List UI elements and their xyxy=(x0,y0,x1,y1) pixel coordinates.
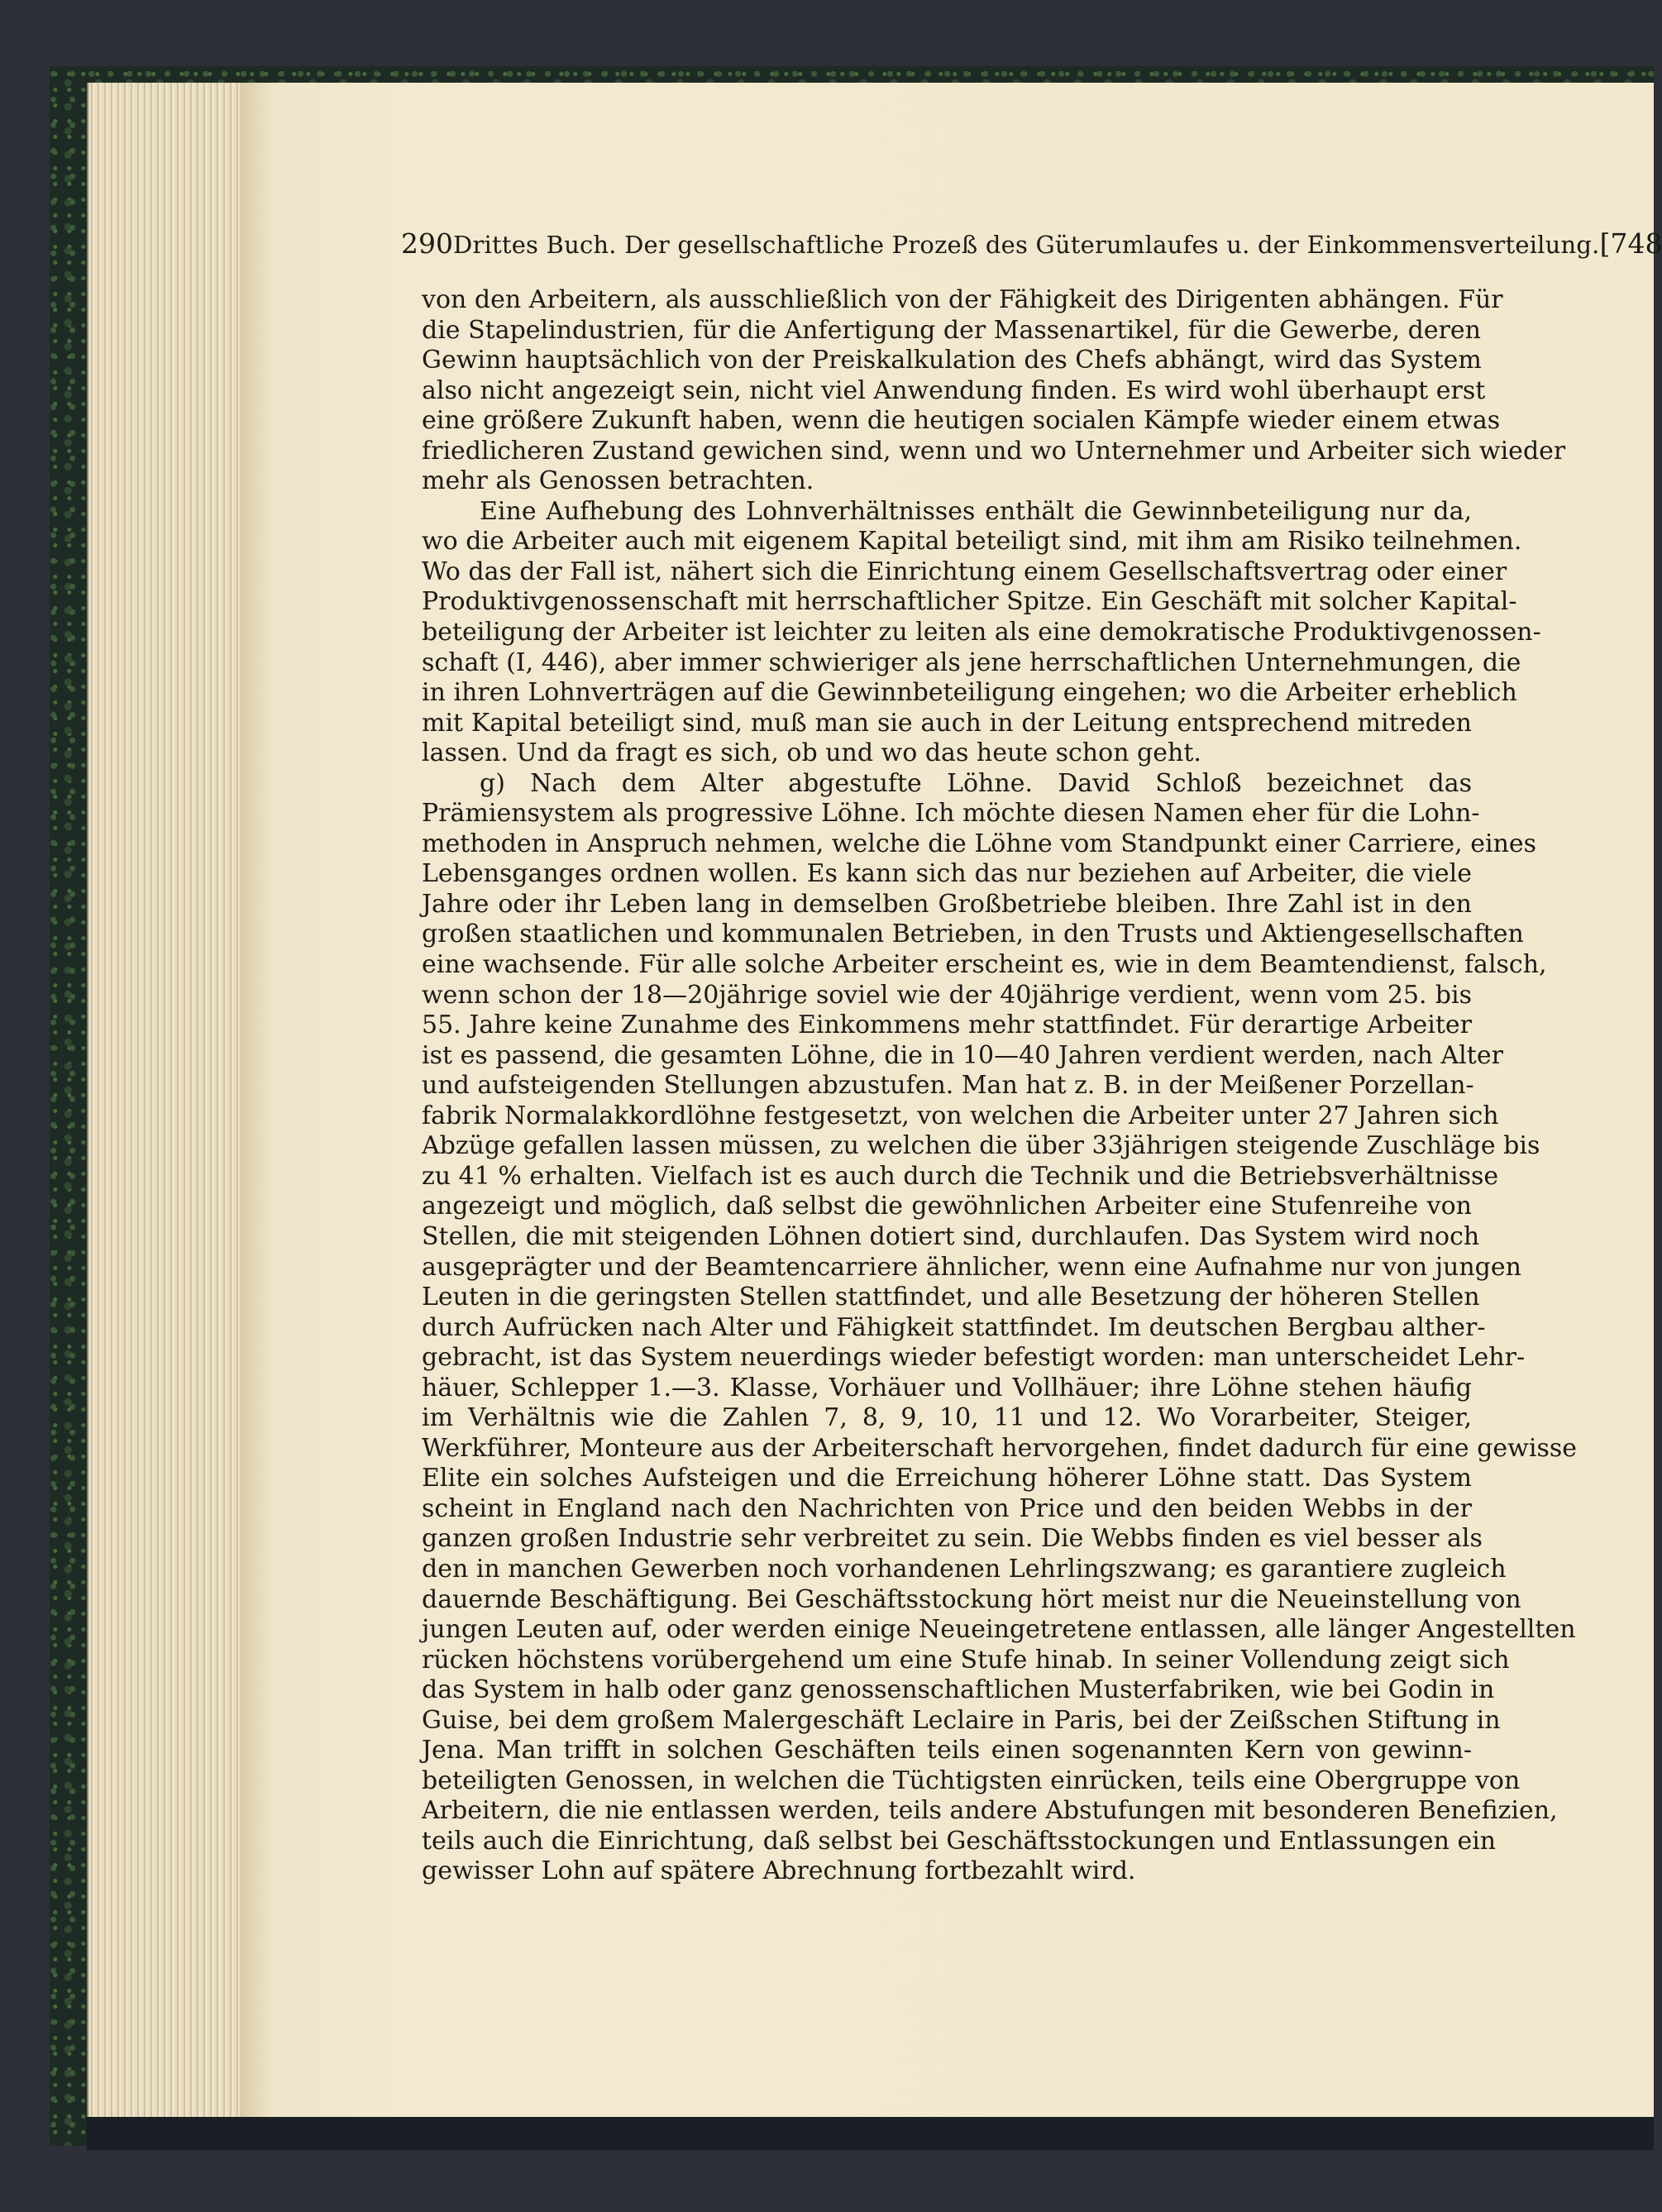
text-line: Abzüge gefallen lassen müssen, zu welchen die über 33jährigen steigende Zuschläge bis xyxy=(422,1131,1540,1161)
section-heading-line: g) Nach dem Alter abgestufte Löhne. David Schloß bezeichnet das xyxy=(480,768,1472,798)
text-line: teils auch die Einrichtung, daß selbst bei Geschäftsstockungen und Entlassungen ein xyxy=(422,1826,1497,1856)
text-line: Jahre oder ihr Leben lang in demselben Großbetriebe bleiben. Ihre Zahl ist in den xyxy=(422,889,1472,919)
text-line: schaft (I, 446), aber immer schwieriger als jene herrschaftlichen Unternehmungen, die xyxy=(422,647,1521,677)
text-line: in ihren Lohnverträgen auf die Gewinnbeteiligung eingehen; wo die Arbeiter erheblich xyxy=(422,678,1517,708)
text-line: ist es passend, die gesamten Löhne, die in 10—40 Jahren verdient werden, nach Alter xyxy=(422,1040,1503,1070)
show-through-text xyxy=(1327,1877,1650,1927)
page-bottom-shadow xyxy=(87,2117,1654,2150)
running-title: Drittes Buch. Der gesellschaftliche Prozeß des Güterumlaufes u. der Einkommensverteilung. xyxy=(453,231,1600,259)
text-line: Prämiensystem als progressive Löhne. Ich möchte diesen Namen eher für die Lohn- xyxy=(422,799,1480,829)
text-line: beteiligten Genossen, in welchen die Tüchtigsten einrücken, teils eine Obergruppe von xyxy=(422,1765,1521,1795)
text-line: mit Kapital beteiligt sind, muß man sie auch in der Leitung entsprechend mitreden xyxy=(422,708,1472,738)
text-line: wenn schon der 18—20jährige soviel wie der 40jährige verdient, wenn vom 25. bis xyxy=(422,980,1472,1010)
running-header xyxy=(401,227,1662,265)
text-line: Eine Aufhebung des Lohnverhältnisses enthält die Gewinnbeteiligung nur da, xyxy=(480,496,1472,526)
text-line: rücken höchstens vorübergehend um eine Stufe hinab. In seiner Vollendung zeigt sich xyxy=(422,1645,1510,1675)
text-line: wo die Arbeiter auch mit eigenem Kapital beteiligt sind, mit ihm am Risiko teilnehmen. xyxy=(422,527,1522,557)
text-line: Produktivgenossenschaft mit herrschaftlicher Spitze. Ein Geschäft mit solcher Kapital- xyxy=(422,587,1517,617)
text-line: lassen. Und da fragt es sich, ob und wo das heute schon geht. xyxy=(422,738,1201,768)
text-line: angezeigt und möglich, daß selbst die gewöhnlichen Arbeiter eine Stufenreihe von xyxy=(422,1192,1472,1221)
text-line: eine wachsende. Für alle solche Arbeiter erscheint es, wie in dem Beamtendienst, falsch, xyxy=(422,950,1547,980)
section-reference: [748 xyxy=(1599,227,1662,260)
text-line: von den Arbeitern, als ausschließlich von der Fähigkeit des Dirigenten abhängen. Für xyxy=(422,285,1503,314)
body-text xyxy=(422,285,1577,1887)
text-line: jungen Leuten auf, oder werden einige Neueingetretene entlassen, alle länger Angestellten xyxy=(422,1615,1576,1645)
text-line: Lebensganges ordnen wollen. Es kann sich das nur beziehen auf Arbeiter, die viele xyxy=(422,859,1472,889)
text-line: durch Aufrücken nach Alter und Fähigkeit stattfindet. Im deutschen Bergbau alther- xyxy=(422,1312,1486,1342)
text-line: scheint in England nach den Nachrichten von Price und den beiden Webbs in der xyxy=(422,1493,1472,1523)
text-line: gewisser Lohn auf spätere Abrechnung fortbezahlt wird. xyxy=(422,1856,1136,1886)
text-line: 55. Jahre keine Zunahme des Einkommens mehr stattfindet. Für derartige Arbeiter xyxy=(422,1010,1472,1040)
text-line: die Stapelindustrien, für die Anfertigung der Massenartikel, für die Gewerbe, deren xyxy=(422,315,1481,345)
text-line: beteiligung der Arbeiter ist leichter zu leiten als eine demokratische Produktivgenossen- xyxy=(422,618,1541,647)
text-line: Jena. Man trifft in solchen Geschäften teils einen sogenannten Kern von gewinn- xyxy=(422,1736,1472,1765)
text-line: friedlicheren Zustand gewichen sind, wenn und wo Unternehmer und Arbeiter sich wieder xyxy=(422,436,1566,466)
text-line: Elite ein solches Aufsteigen und die Erreichung höherer Löhne statt. Das System xyxy=(422,1464,1472,1493)
text-line: und aufsteigenden Stellungen abzustufen. Man hat z. B. in der Meißener Porzellan- xyxy=(422,1071,1474,1101)
text-line: ausgeprägter und der Beamtencarriere ähnlicher, wenn eine Aufnahme nur von jungen xyxy=(422,1252,1521,1282)
text-line: das System in halb oder ganz genossenschaftlichen Musterfabriken, wie bei Godin in xyxy=(422,1675,1495,1705)
text-line: häuer, Schlepper 1.—3. Klasse, Vorhäuer und Vollhäuer; ihre Löhne stehen häufig xyxy=(422,1373,1472,1402)
text-line: Guise, bei dem großem Malergeschäft Leclaire in Paris, bei der Zeißschen Stiftung in xyxy=(422,1705,1501,1735)
text-line: Werkführer, Monteure aus der Arbeiterschaft hervorgehen, findet dadurch für eine gewisse xyxy=(422,1433,1577,1463)
text-line: den in manchen Gewerben noch vorhandenen Lehrlingszwang; es garantiere zugleich xyxy=(422,1554,1507,1584)
text-line: Wo das der Fall ist, nähert sich die Einrichtung einem Gesellschaftsvertrag oder einer xyxy=(422,557,1507,586)
text-line: fabrik Normalakkordlöhne festgesetzt, von welchen die Arbeiter unter 27 Jahren sich xyxy=(422,1101,1499,1130)
text-line: im Verhältnis wie die Zahlen 7, 8, 9, 10, 11 und 12. Wo Vorarbeiter, Steiger, xyxy=(422,1403,1472,1433)
page-number: 290 xyxy=(401,227,453,260)
text-line: Leuten in die geringsten Stellen stattfindet, und alle Besetzung der höheren Stellen xyxy=(422,1283,1480,1312)
text-line: also nicht angezeigt sein, nicht viel Anwendung finden. Es wird wohl überhaupt erst xyxy=(422,375,1486,405)
text-line: dauernde Beschäftigung. Bei Geschäftsstockung hört meist nur die Neueinstellung von xyxy=(422,1584,1521,1614)
text-line: Arbeitern, die nie entlassen werden, teils andere Abstufungen mit besonderen Benefizien, xyxy=(422,1796,1558,1826)
text-line: Stellen, die mit steigenden Löhnen dotiert sind, durchlaufen. Das System wird noch xyxy=(422,1221,1480,1251)
text-line: eine größere Zukunft haben, wenn die heutigen socialen Kämpfe wieder einem etwas xyxy=(422,406,1501,436)
text-line: Gewinn hauptsächlich von der Preiskalkulation des Chefs abhängt, wird das System xyxy=(422,346,1482,375)
text-line: mehr als Genossen betrachten. xyxy=(422,466,814,496)
text-line: zu 41 % erhalten. Vielfach ist es auch durch die Technik und die Betriebsverhältnisse xyxy=(422,1161,1499,1191)
text-line: ganzen großen Industrie sehr verbreitet zu sein. Die Webbs finden es viel besser als xyxy=(422,1524,1483,1554)
page-edges xyxy=(87,83,241,2117)
text-line: gebracht, ist das System neuerdings wieder befestigt worden: man unterscheidet Lehr- xyxy=(422,1343,1526,1373)
text-line: großen staatlichen und kommunalen Betrieben, in den Trusts und Aktiengesellschaften xyxy=(422,920,1524,949)
text-line: methoden in Anspruch nehmen, welche die Löhne vom Standpunkt einer Carriere, eines xyxy=(422,829,1537,858)
